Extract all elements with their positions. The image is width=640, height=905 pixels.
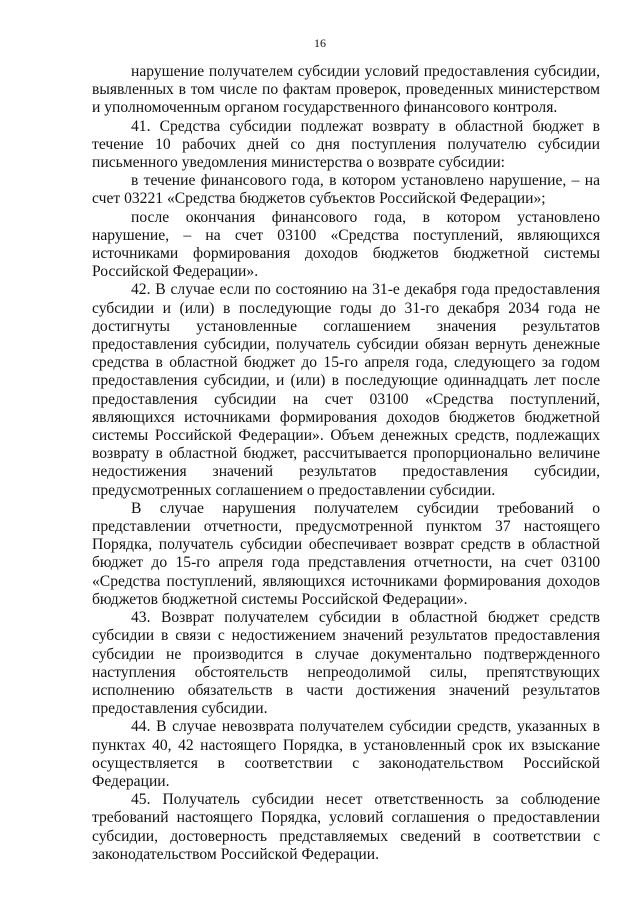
paragraph-continuation: нарушение получателем субсидии условий предоставления субсидии, выявленных в том числе по фактам проверок, проведенных министерством и уполномоченным органом государственного финансового контроля. (92, 63, 600, 117)
paragraph-44: 44. В случае невозврата получателем субсидии средств, указанных в пунктах 40, 42 настоящего Порядка, в установленный срок их взыскание осуществляется в соответствии с законодательством Российской Федерации. (92, 718, 600, 790)
paragraph-41-item-2: после окончания финансового года, в котором установлено нарушение, – на счет 03100 «Средства поступлений, являющихся источниками формирования доходов бюджетов бюджетной системы Российской Федерации». (92, 208, 600, 281)
paragraph-43: 43. Возврат получателем субсидии в областной бюджет средств субсидии в связи с недостижением значений результатов предоставления субсидии не производится в случае документально подтвержденного наступления обстоятельств непреодолимой силы, препятствующих исполнению обязательств в части достижения значений результатов предоставления субсидии. (92, 609, 600, 718)
paragraph-41: 41. Средства субсидии подлежат возврату в областной бюджет в течение 10 рабочих дней со дня поступления получателю субсидии письменного уведомления министерства о возврате субсидии: (92, 117, 600, 172)
paragraph-42: 42. В случае если по состоянию на 31-е декабря года предоставления субсидии и (или) в последующие годы до 31-го декабря 2034 года не достигнуты установленные соглашением значения результатов предоставления субсидии, получатель субсидии обязан вернуть денежные средства в областной бюджет до 15-го апреля года, следующего за годом предоставления субсидии, и (или) в последующие одиннадцать лет после предоставления субсидии на счет 03100 «Средства поступлений, являющихся источниками формирования доходов бюджетов бюджетной системы Российской Федерации». Объем денежных средств, подлежащих возврату в областной бюджет, рассчитывается пропорционально величине недостижения значений результатов предоставления субсидии, предусмотренных соглашением о предоставлении субсидии. (92, 281, 600, 499)
paragraph-41-item-1: в течение финансового года, в котором установлено нарушение, – на счет 03221 «Средства бюджетов субъектов Российской Федерации»; (92, 172, 600, 208)
paragraph-45: 45. Получатель субсидии несет ответственность за соблюдение требований настоящего Порядка, условий соглашения о предоставлении субсидии, достоверность представляемых сведений в соответствии с законодательством Российской Федерации. (92, 791, 600, 863)
document-body (92, 63, 600, 864)
paragraph-42-part-2: В случае нарушения получателем субсидии требований о представлении отчетности, предусмотренной пунктом 37 настоящего Порядка, получатель субсидии обеспечивает возврат средств в областной бюджет до 15-го апреля года представления отчетности, на счет 03100 «Средства поступлений, являющихся источниками формирования доходов бюджетов бюджетной системы Российской Федерации». (92, 499, 600, 608)
page-number: 16 (314, 36, 326, 50)
